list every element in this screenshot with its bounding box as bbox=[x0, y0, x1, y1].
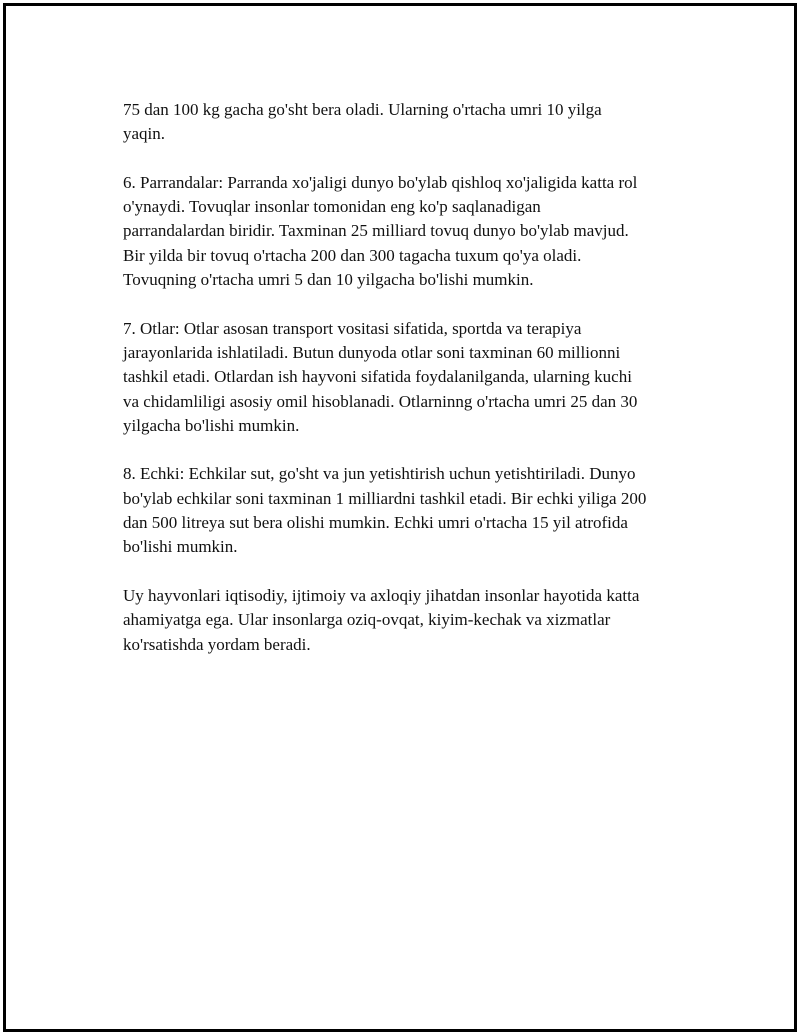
page-frame bbox=[3, 3, 797, 1032]
paragraph-continuation: 75 dan 100 kg gacha go'sht bera oladi. Ularning o'rtacha umri 10 yilga yaqin. bbox=[123, 100, 602, 144]
page-content bbox=[123, 98, 703, 681]
paragraph-otlar: 7. Otlar: Otlar asosan transport vositasi sifatida, sportda va terapiya jarayonlarida ishlatiladi. Butun dunyoda otlar soni taxminan 60 millionni tashkil etadi. Otlardan ish hayvoni sifatida foydalanilganda, ularning kuchi va chidamliligi asosiy omil hisoblanadi. Otlarninng o'rtacha umri 25 dan 30 yilgacha bo'lishi mumkin. bbox=[123, 318, 638, 435]
paragraph-echki: 8. Echki: Echkilar sut, go'sht va jun yetishtirish uchun yetishtiriladi. Dunyo bo'ylab echkilar soni taxminan 1 milliardni tashkil etadi. Bir echki yiliga 200 dan 500 litreya sut bera olishi mumkin. Echki umri o'rtacha 15 yil atrofida bo'lishi mumkin. bbox=[123, 464, 647, 557]
paragraph-parrandalar: 6. Parrandalar: Parranda xo'jaligi dunyo bo'ylab qishloq xo'jaligida katta rol o'ynaydi. Tovuqlar insonlar tomonidan eng ko'p saqlanadigan parrandalardan biridir. Taxminan 25 milliard tovuq dunyo bo'ylab mavjud. Bir yilda bir tovuq o'rtacha 200 dan 300 tagacha tuxum qo'ya oladi. Tovuqning o'rtacha umri 5 dan 10 yilgacha bo'lishi mumkin. bbox=[123, 172, 638, 290]
paragraph-conclusion: Uy hayvonlari iqtisodiy, ijtimoiy va axloqiy jihatdan insonlar hayotida katta ahamiyatga ega. Ular insonlarga oziq-ovqat, kiyim-kechak va xizmatlar ko'rsatishda yordam beradi. bbox=[123, 585, 640, 654]
